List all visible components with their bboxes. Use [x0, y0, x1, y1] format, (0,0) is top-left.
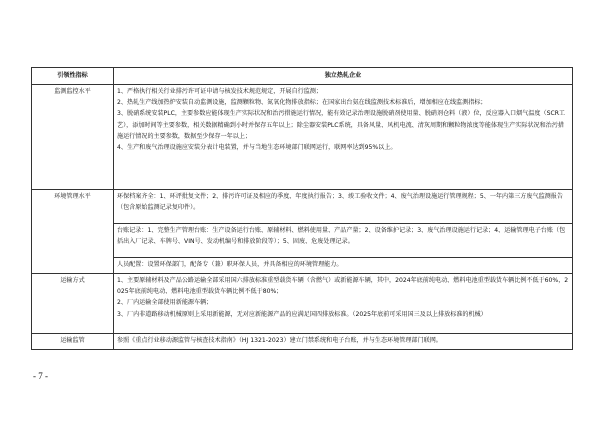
row-content-archives — [114, 190, 573, 224]
requirement-item: 1、主要原辅材料及产品公路运输全部采用国六排放标准重型载货车辆（含燃气）或新能源车辆，其中，2024年底前纯电动、燃料电池重型载货车辆比例不低于60%，2025年底前纯电动、燃料电池重型载货车辆比例不低于80%； — [117, 277, 569, 296]
row-content-ledger — [114, 224, 573, 258]
requirement-item: 参照《重点行业移动源监管与核查技术指南》（HJ 1321-2023）建立门禁系统和电子台账，并与生态环境管理部门联网。 — [117, 337, 442, 344]
page-number: - 7 - — [33, 371, 48, 381]
row-content-transport-supervision — [114, 334, 573, 350]
table-row-management-staff — [32, 258, 573, 274]
header-enterprise-type: 独立热轧企业 — [114, 68, 573, 85]
row-content-transport — [114, 274, 573, 334]
row-label-management: 环境管理水平 — [32, 190, 114, 274]
row-label-transport: 运输方式 — [32, 274, 114, 334]
requirement-item: 人员配置：设置环保部门，配备专（兼）职环保人员，并具备相应的环境管理能力。 — [117, 261, 343, 268]
requirement-item: 1、严格执行相关行业排污许可证申请与核发技术规范规定，开展自行监测； — [117, 88, 322, 95]
table-header-row — [32, 68, 573, 85]
table-row-management — [32, 190, 573, 224]
row-content-monitoring — [114, 85, 573, 190]
indicator-table — [31, 67, 573, 350]
requirement-item: 3、厂内非道路移动机械原则上采用新能源，无对应新能源产品的应满足国四排放标准。（2025年底前可采用国三及以上排放标准的机械） — [117, 310, 487, 318]
requirement-item: 3、脱硝系统安装PLC，主要参数应能体现生产实际状况和治污措施运行情况，能有效记录治理设施脱硝剂使用量、脱硝剂仓料（液）位，反应器入口烟气温度（SCR工艺），添加时间等主要参数，相关数据精确到小时并保存五年以上；除尘器安装PLC系统，具备风量、风机电流、清灰周期和颗粒物浓度等能体现生产实际状况和治污措施运行情况的主要参数，数据至少保存一年以上； — [117, 110, 566, 140]
requirement-item: 环保档案齐全：1、环评批复文件；2、排污许可证及相应的季度、年度执行报告；3、竣工验收文件；4、废气治理设施运行管理规程；5、一年内第三方废气监测报告（包含原始监测记录复印件）。 — [117, 193, 563, 212]
requirement-item: 台账记录：1、完整生产管理台账：生产设备运行台账、原辅材料、燃料使用量、产品产量；2、设备维护记录；3、废气治理设施运行记录；4、运输管理电子台账（包括出入厂记录、车牌号、VIN号、发动机编号和排放阶段等）；5、固废、危废处理记录。 — [117, 227, 566, 246]
requirement-item: 2、厂内运输全部使用新能源车辆； — [117, 299, 213, 307]
row-content-staff — [114, 258, 573, 274]
table-row-transport — [32, 274, 573, 334]
table-row-management-ledger — [32, 224, 573, 258]
requirement-item: 2、热轧生产线加热炉安装自动监测设施，监测颗粒物、氮氧化物排放指标；在国家出台氨在线监测技术标准后，增加相应在线监测指标； — [117, 99, 487, 107]
table-row-transport-supervision — [32, 334, 573, 350]
table-row-monitoring — [32, 85, 573, 190]
requirement-item: 4、生产和废气治理设施应安装分表计电装置，并与当地生态环境部门联网运行，联网率达到95%以上。 — [117, 144, 397, 152]
row-label-transport-supervision: 运输监管 — [32, 334, 114, 350]
header-indicator: 引领性指标 — [32, 68, 114, 85]
row-label-monitoring: 监测监控水平 — [32, 85, 114, 190]
